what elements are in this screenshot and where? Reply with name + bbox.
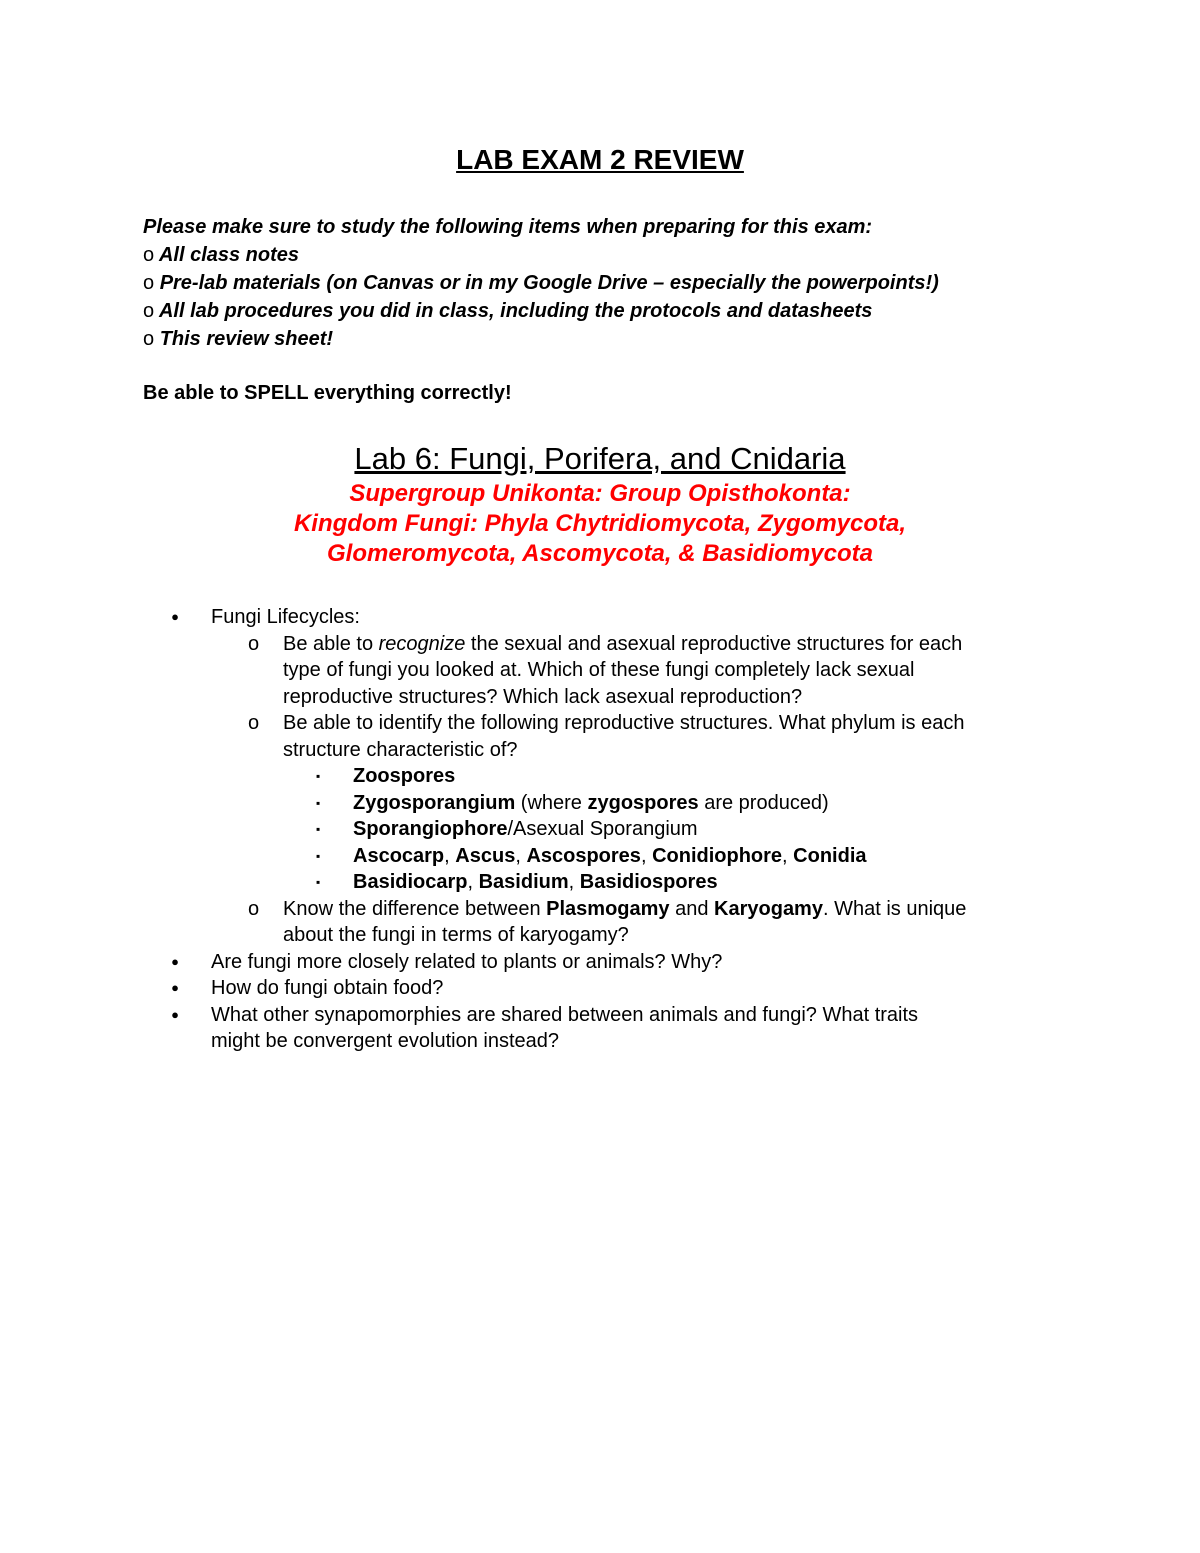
bullet-icon: ●: [171, 609, 179, 624]
list-marker: o: [248, 712, 260, 734]
list-item: ▪ Basidiocarp, Basidium, Basidiospores: [0, 869, 1200, 896]
list-marker: o: [143, 272, 155, 294]
subtitle-line: Kingdom Fungi: Phyla Chytridiomycota, Zygomycota,: [293, 510, 907, 537]
list-marker: o: [143, 300, 155, 322]
list-item-continuation: might be convergent evolution instead?: [211, 1030, 560, 1052]
list-item-continuation: reproductive structures? Which lack asexual reproduction?: [283, 685, 803, 708]
study-list: [143, 213, 1103, 353]
list-item: ● Fungi Lifecycles:: [0, 604, 1200, 631]
list-item: ● What other synapomorphies are shared between animals and fungi? What traits: [0, 1002, 1200, 1029]
list-item-continuation: about the fungi in terms of karyogamy?: [283, 924, 629, 946]
square-bullet-icon: ▪: [316, 822, 321, 836]
list-item: ● Are fungi more closely related to plants or animals? Why?: [0, 949, 1200, 976]
study-list-lead: Please make sure to study the following items when preparing for this exam:: [143, 216, 873, 238]
spell-note: Be able to SPELL everything correctly!: [143, 382, 512, 404]
study-list-item: o All class notes: [143, 244, 300, 266]
bullet-icon: ●: [171, 980, 179, 995]
list-item: ▪ Sporangiophore/Asexual Sporangium: [0, 816, 1200, 843]
list-marker: o: [248, 897, 260, 920]
square-bullet-icon: ▪: [316, 795, 321, 810]
list-item: o Be able to recognize the sexual and asexual reproductive structures for each: [0, 631, 1200, 658]
page-title: LAB EXAM 2 REVIEW: [456, 144, 744, 175]
square-bullet-icon: ▪: [316, 848, 321, 863]
subtitle-line: Glomeromycota, Ascomycota, & Basidiomycota: [327, 540, 873, 567]
list-item: ▪ Ascocarp, Ascus, Ascospores, Conidiophore, Conidia: [0, 843, 1200, 870]
square-bullet-icon: ▪: [316, 875, 321, 889]
list-item: ● How do fungi obtain food?: [0, 975, 1200, 1002]
section-subtitle: [0, 479, 1200, 569]
bullet-icon: ●: [171, 1006, 179, 1022]
list-item-continuation: structure characteristic of?: [283, 738, 518, 761]
list-item: ▪ Zygosporangium (where zygospores are produced): [0, 790, 1200, 817]
square-bullet-icon: ▪: [316, 769, 321, 783]
section-title: Lab 6: Fungi, Porifera, and Cnidaria: [354, 441, 846, 476]
study-list-item: o This review sheet!: [143, 328, 334, 350]
list-marker: o: [143, 244, 155, 266]
bullet-icon: ●: [171, 953, 179, 969]
study-list-item: o All lab procedures you did in class, including the protocols and datasheets: [143, 300, 873, 322]
list-marker: o: [248, 632, 260, 655]
review-content: [0, 604, 1200, 1055]
study-list-item: o Pre-lab materials (on Canvas or in my Google Drive – especially the powerpoints!): [143, 272, 939, 294]
list-item: o Be able to identify the following reproductive structures. What phylum is each: [0, 710, 1200, 737]
subtitle-line: Supergroup Unikonta: Group Opisthokonta:: [349, 480, 851, 507]
list-item: ▪ Zoospores: [0, 763, 1200, 790]
list-item-continuation: type of fungi you looked at. Which of these fungi completely lack sexual: [283, 659, 915, 681]
list-item: o Know the difference between Plasmogamy and Karyogamy. What is unique: [0, 896, 1200, 923]
list-marker: o: [143, 328, 155, 350]
